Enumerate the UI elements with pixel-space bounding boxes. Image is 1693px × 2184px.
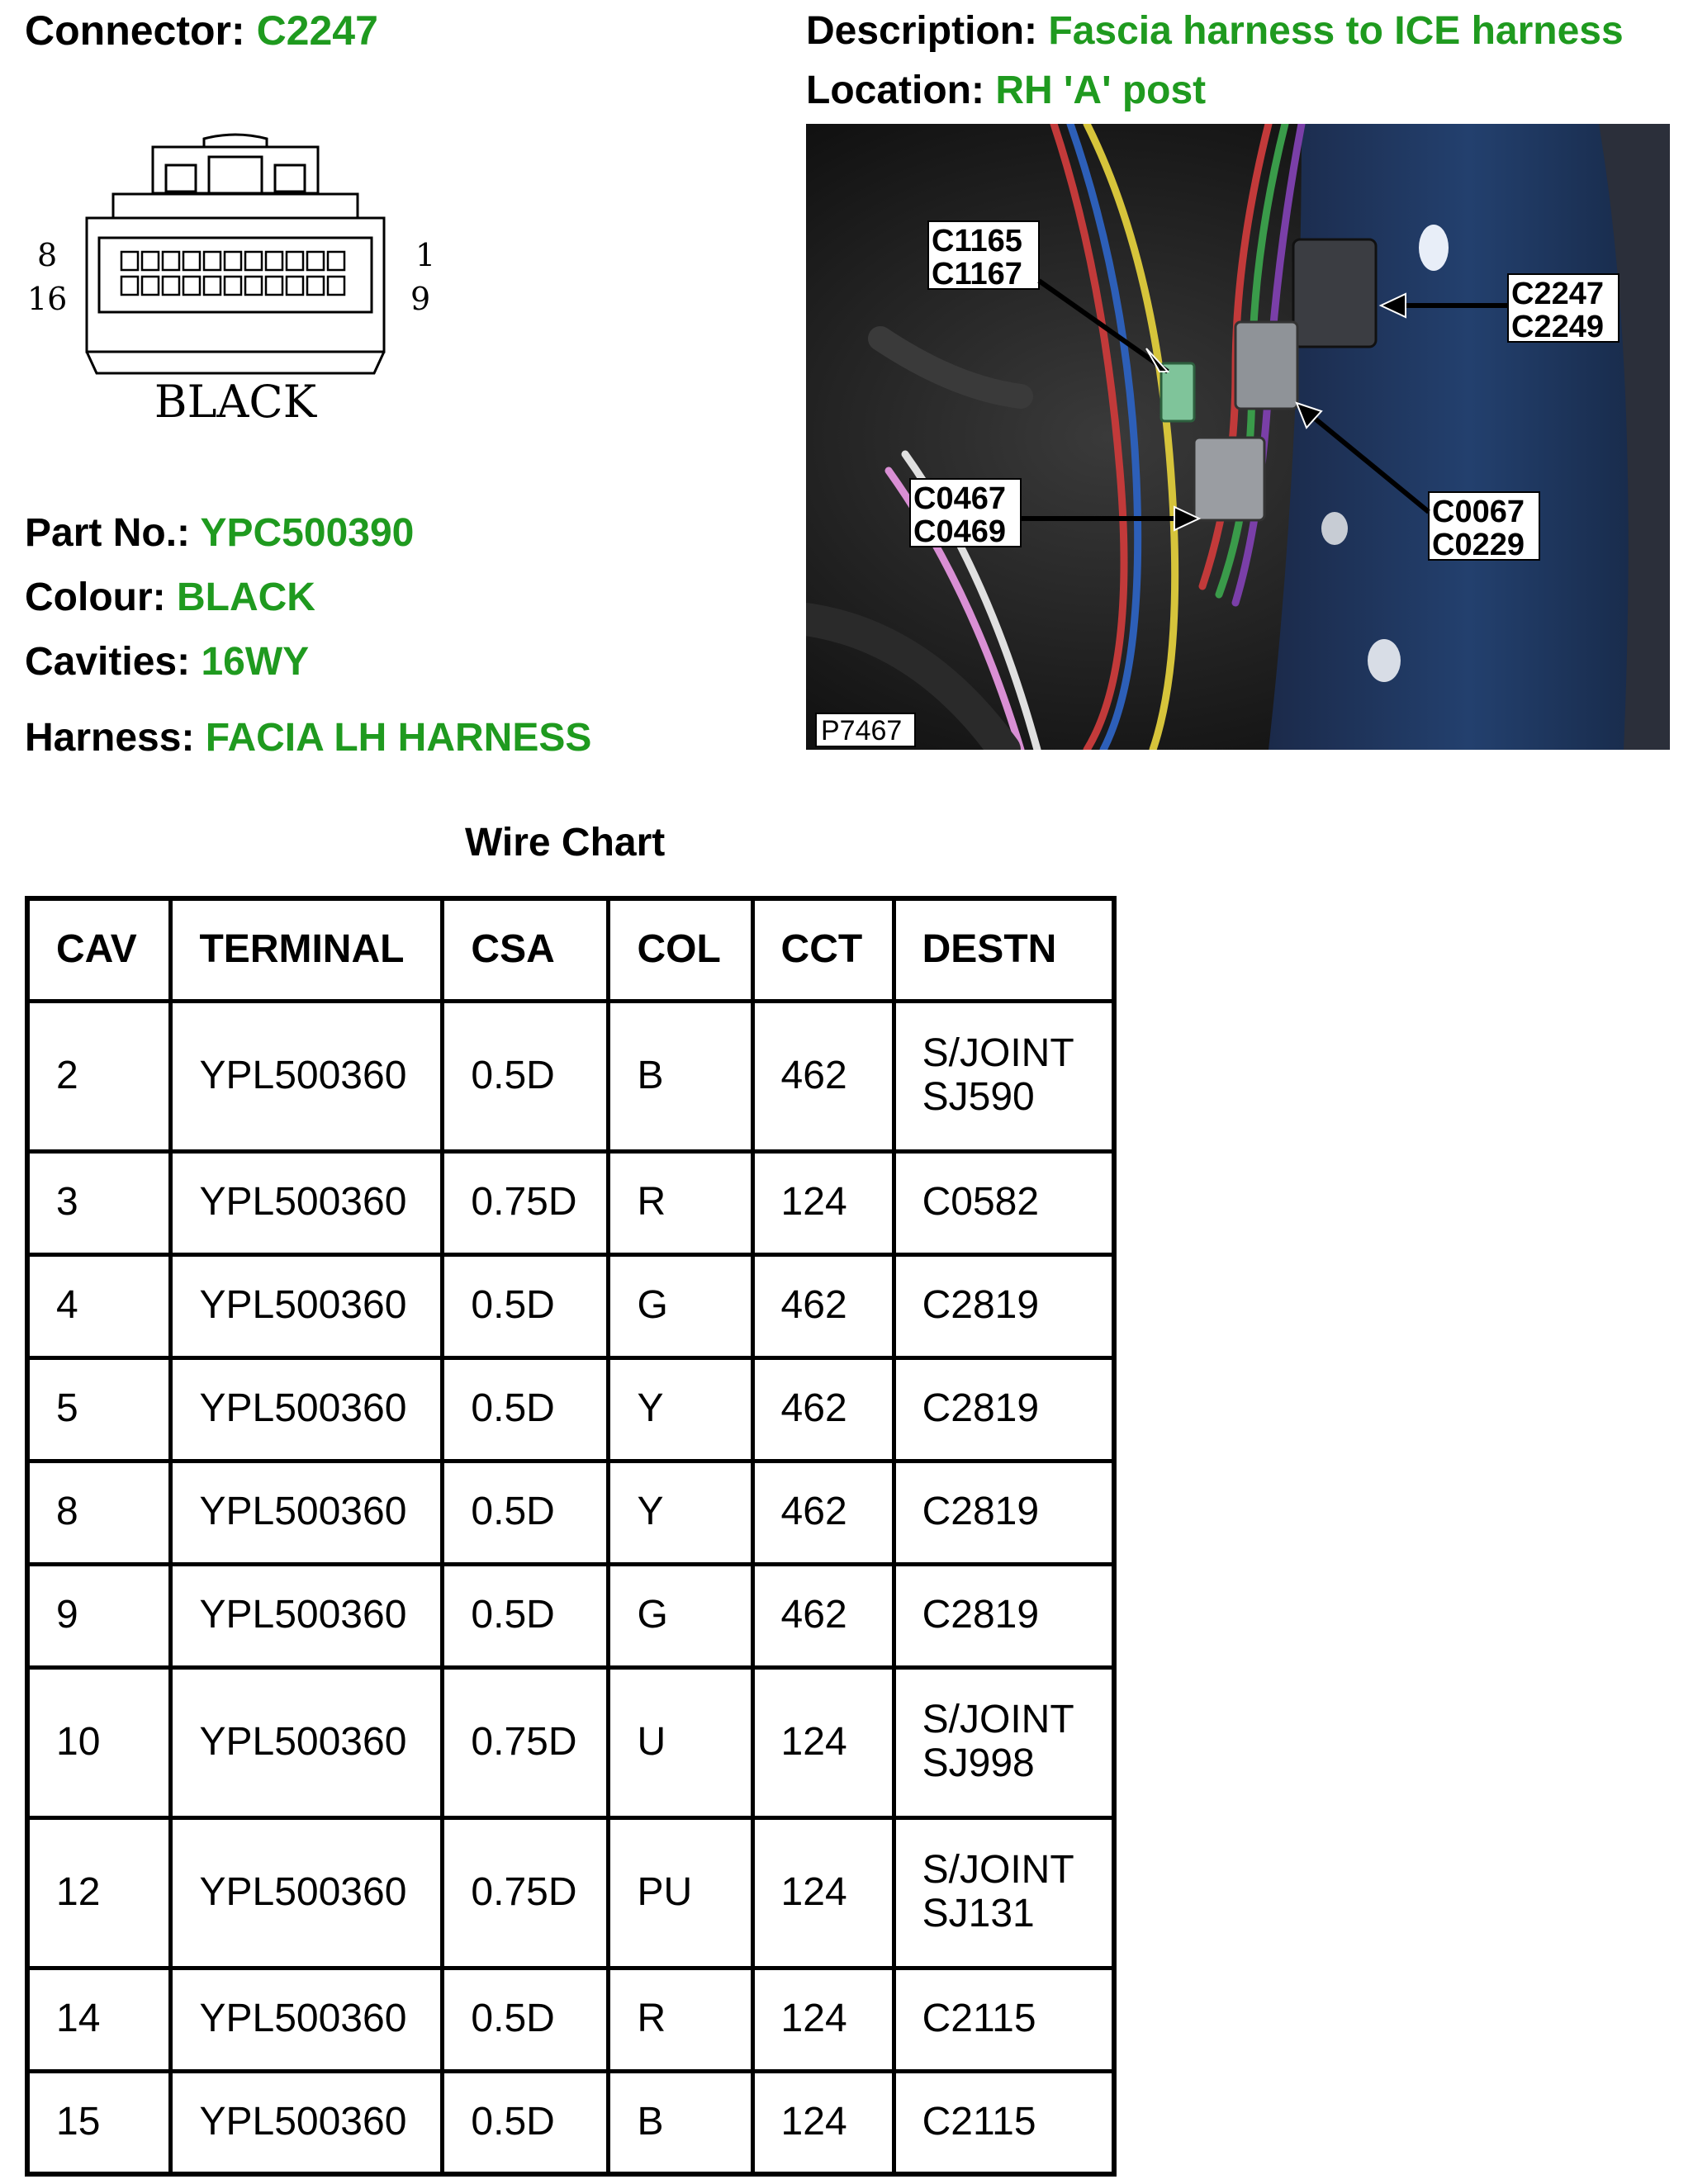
location-label: Location: — [806, 69, 984, 112]
cell-csa: 0.5D — [443, 2071, 609, 2174]
cell-destn: C0582 — [894, 1151, 1114, 1254]
callout-c1165: C1165 — [932, 224, 1022, 258]
pin-number-1: 1 — [415, 237, 436, 273]
cell-cav: 9 — [27, 1564, 171, 1667]
cell-destn: C2819 — [894, 1357, 1114, 1461]
cell-col: Y — [609, 1357, 752, 1461]
table-row — [27, 2071, 1114, 2174]
pin-number-9: 9 — [410, 281, 431, 317]
cell-terminal: YPL500360 — [171, 1151, 443, 1254]
cell-terminal: YPL500360 — [171, 1001, 443, 1151]
cell-csa: 0.5D — [443, 1357, 609, 1461]
wire-chart-table — [25, 896, 1117, 2177]
connector-pin — [142, 277, 159, 295]
cell-col: U — [609, 1667, 752, 1817]
cell-cav: 5 — [27, 1357, 171, 1461]
cell-terminal: YPL500360 — [171, 2071, 443, 2174]
connector-pin — [225, 252, 241, 270]
table-row — [27, 1564, 1114, 1667]
callout-c0469: C0469 — [913, 514, 1006, 549]
cell-cct: 462 — [752, 1001, 894, 1151]
pin-number-8: 8 — [37, 237, 58, 273]
cell-cct: 462 — [752, 1254, 894, 1357]
cell-cct: 124 — [752, 1968, 894, 2071]
header-col: COL — [609, 898, 752, 1001]
cell-cav: 14 — [27, 1968, 171, 2071]
cell-cct: 462 — [752, 1461, 894, 1564]
connector-field — [25, 7, 378, 54]
cavities-label: Cavities: — [25, 640, 191, 684]
connector-c2247-body — [1293, 239, 1376, 347]
table-row — [27, 1357, 1114, 1461]
description-value: Fascia harness to ICE harness — [1048, 9, 1624, 53]
table-row — [27, 1667, 1114, 1817]
connector-pin — [287, 277, 303, 295]
harness-label: Harness: — [25, 716, 195, 760]
cell-cct: 462 — [752, 1564, 894, 1667]
cell-cav: 15 — [27, 2071, 171, 2174]
callout-c1167: C1167 — [932, 257, 1022, 291]
cell-cct: 124 — [752, 1151, 894, 1254]
connector-pin — [328, 277, 344, 295]
header-terminal: TERMINAL — [171, 898, 443, 1001]
photo-ref: P7467 — [821, 715, 903, 746]
connector-c0067-body — [1235, 322, 1297, 409]
connector-pin — [245, 252, 262, 270]
cell-col: G — [609, 1564, 752, 1667]
description-label: Description: — [806, 9, 1038, 53]
cell-csa: 0.5D — [443, 1001, 609, 1151]
part-no-label: Part No.: — [25, 511, 191, 555]
connector-pin — [204, 277, 221, 295]
cell-terminal: YPL500360 — [171, 1667, 443, 1817]
cavities-value: 16WY — [201, 640, 310, 684]
connector-pin — [266, 277, 282, 295]
harness-value: FACIA LH HARNESS — [205, 716, 592, 760]
connector-pin — [307, 252, 324, 270]
cell-csa: 0.75D — [443, 1667, 609, 1817]
callout-c0467: C0467 — [913, 481, 1006, 516]
cell-col: B — [609, 1001, 752, 1151]
cell-col: Y — [609, 1461, 752, 1564]
cell-col: R — [609, 1968, 752, 2071]
colour-label: Colour: — [25, 576, 166, 619]
cell-cct: 124 — [752, 1667, 894, 1817]
connector-value: C2247 — [256, 7, 378, 54]
cell-terminal: YPL500360 — [171, 1357, 443, 1461]
cell-cct: 124 — [752, 2071, 894, 2174]
connector-pin — [163, 277, 179, 295]
callout-c0067: C0067 — [1432, 495, 1525, 529]
connector-pin — [183, 252, 200, 270]
table-row — [27, 1461, 1114, 1564]
cell-terminal: YPL500360 — [171, 1254, 443, 1357]
cell-cct: 462 — [752, 1357, 894, 1461]
cell-csa: 0.5D — [443, 1254, 609, 1357]
connector-inner-frame — [99, 238, 372, 312]
connector-pin — [121, 252, 138, 270]
wire-chart-header-row — [27, 898, 1114, 1001]
cell-csa: 0.75D — [443, 1817, 609, 1968]
cell-col: R — [609, 1151, 752, 1254]
panel-hole-1 — [1419, 225, 1449, 271]
cell-csa: 0.5D — [443, 1461, 609, 1564]
connector-pin — [142, 252, 159, 270]
table-row — [27, 1817, 1114, 1968]
cell-destn: S/JOINT SJ590 — [894, 1001, 1114, 1151]
connector-label: Connector: — [25, 7, 245, 54]
cell-destn: S/JOINT SJ131 — [894, 1817, 1114, 1968]
callout-c2247: C2247 — [1511, 277, 1604, 311]
cell-cav: 2 — [27, 1001, 171, 1151]
cell-cav: 12 — [27, 1817, 171, 1968]
cell-csa: 0.5D — [443, 1968, 609, 2071]
cell-destn: C2115 — [894, 1968, 1114, 2071]
connector-pin — [183, 277, 200, 295]
cell-destn: S/JOINT SJ998 — [894, 1667, 1114, 1817]
colour-value: BLACK — [176, 576, 315, 619]
description-field — [806, 9, 1624, 53]
cell-destn: C2819 — [894, 1461, 1114, 1564]
header-csa: CSA — [443, 898, 609, 1001]
wire-chart-title: Wire Chart — [465, 821, 666, 865]
header-cav: CAV — [27, 898, 171, 1001]
part-no-value: YPC500390 — [200, 511, 415, 555]
connector-pin — [225, 277, 241, 295]
connector-pin — [204, 252, 221, 270]
table-row — [27, 1254, 1114, 1357]
cell-csa: 0.75D — [443, 1151, 609, 1254]
connector-colour-label: BLACK — [154, 376, 317, 428]
connector-pin — [245, 277, 262, 295]
connector-latch-body — [153, 147, 318, 193]
cell-terminal: YPL500360 — [171, 1968, 443, 2071]
connector-latch-top — [204, 135, 267, 147]
panel-hole-3 — [1321, 512, 1348, 545]
cell-cav: 8 — [27, 1461, 171, 1564]
location-photo — [806, 124, 1670, 750]
callout-c2249: C2249 — [1511, 310, 1604, 344]
connector-pin — [287, 252, 303, 270]
cell-col: PU — [609, 1817, 752, 1968]
header-destn: DESTN — [894, 898, 1114, 1001]
connector-pin — [307, 277, 324, 295]
callout-c0229: C0229 — [1432, 528, 1525, 562]
connector-pin — [266, 252, 282, 270]
cell-terminal: YPL500360 — [171, 1461, 443, 1564]
connector-pin — [163, 252, 179, 270]
connector-pin-array — [121, 252, 344, 295]
cell-cav: 4 — [27, 1254, 171, 1357]
cell-csa: 0.5D — [443, 1564, 609, 1667]
cavities-field — [25, 642, 309, 682]
part-no-field — [25, 511, 415, 555]
cell-destn: C2115 — [894, 2071, 1114, 2174]
pin-number-16: 16 — [27, 281, 68, 317]
colour-field — [25, 578, 315, 618]
table-row — [27, 1968, 1114, 2071]
panel-hole-2 — [1368, 639, 1401, 682]
cell-terminal: YPL500360 — [171, 1817, 443, 1968]
location-value: RH 'A' post — [995, 69, 1207, 112]
connector-pin — [328, 252, 344, 270]
cell-destn: C2819 — [894, 1254, 1114, 1357]
harness-field — [25, 718, 591, 758]
location-field — [806, 71, 1206, 111]
cell-cct: 124 — [752, 1817, 894, 1968]
cell-destn: C2819 — [894, 1564, 1114, 1667]
cell-cav: 10 — [27, 1667, 171, 1817]
connector-face-diagram — [21, 132, 450, 429]
body-panel — [1269, 124, 1670, 750]
table-row — [27, 1001, 1114, 1151]
connector-c0467-body — [1194, 438, 1264, 520]
cell-col: G — [609, 1254, 752, 1357]
connector-pin — [121, 277, 138, 295]
cell-cav: 3 — [27, 1151, 171, 1254]
cell-terminal: YPL500360 — [171, 1564, 443, 1667]
cell-col: B — [609, 2071, 752, 2174]
header-cct: CCT — [752, 898, 894, 1001]
table-row — [27, 1151, 1114, 1254]
